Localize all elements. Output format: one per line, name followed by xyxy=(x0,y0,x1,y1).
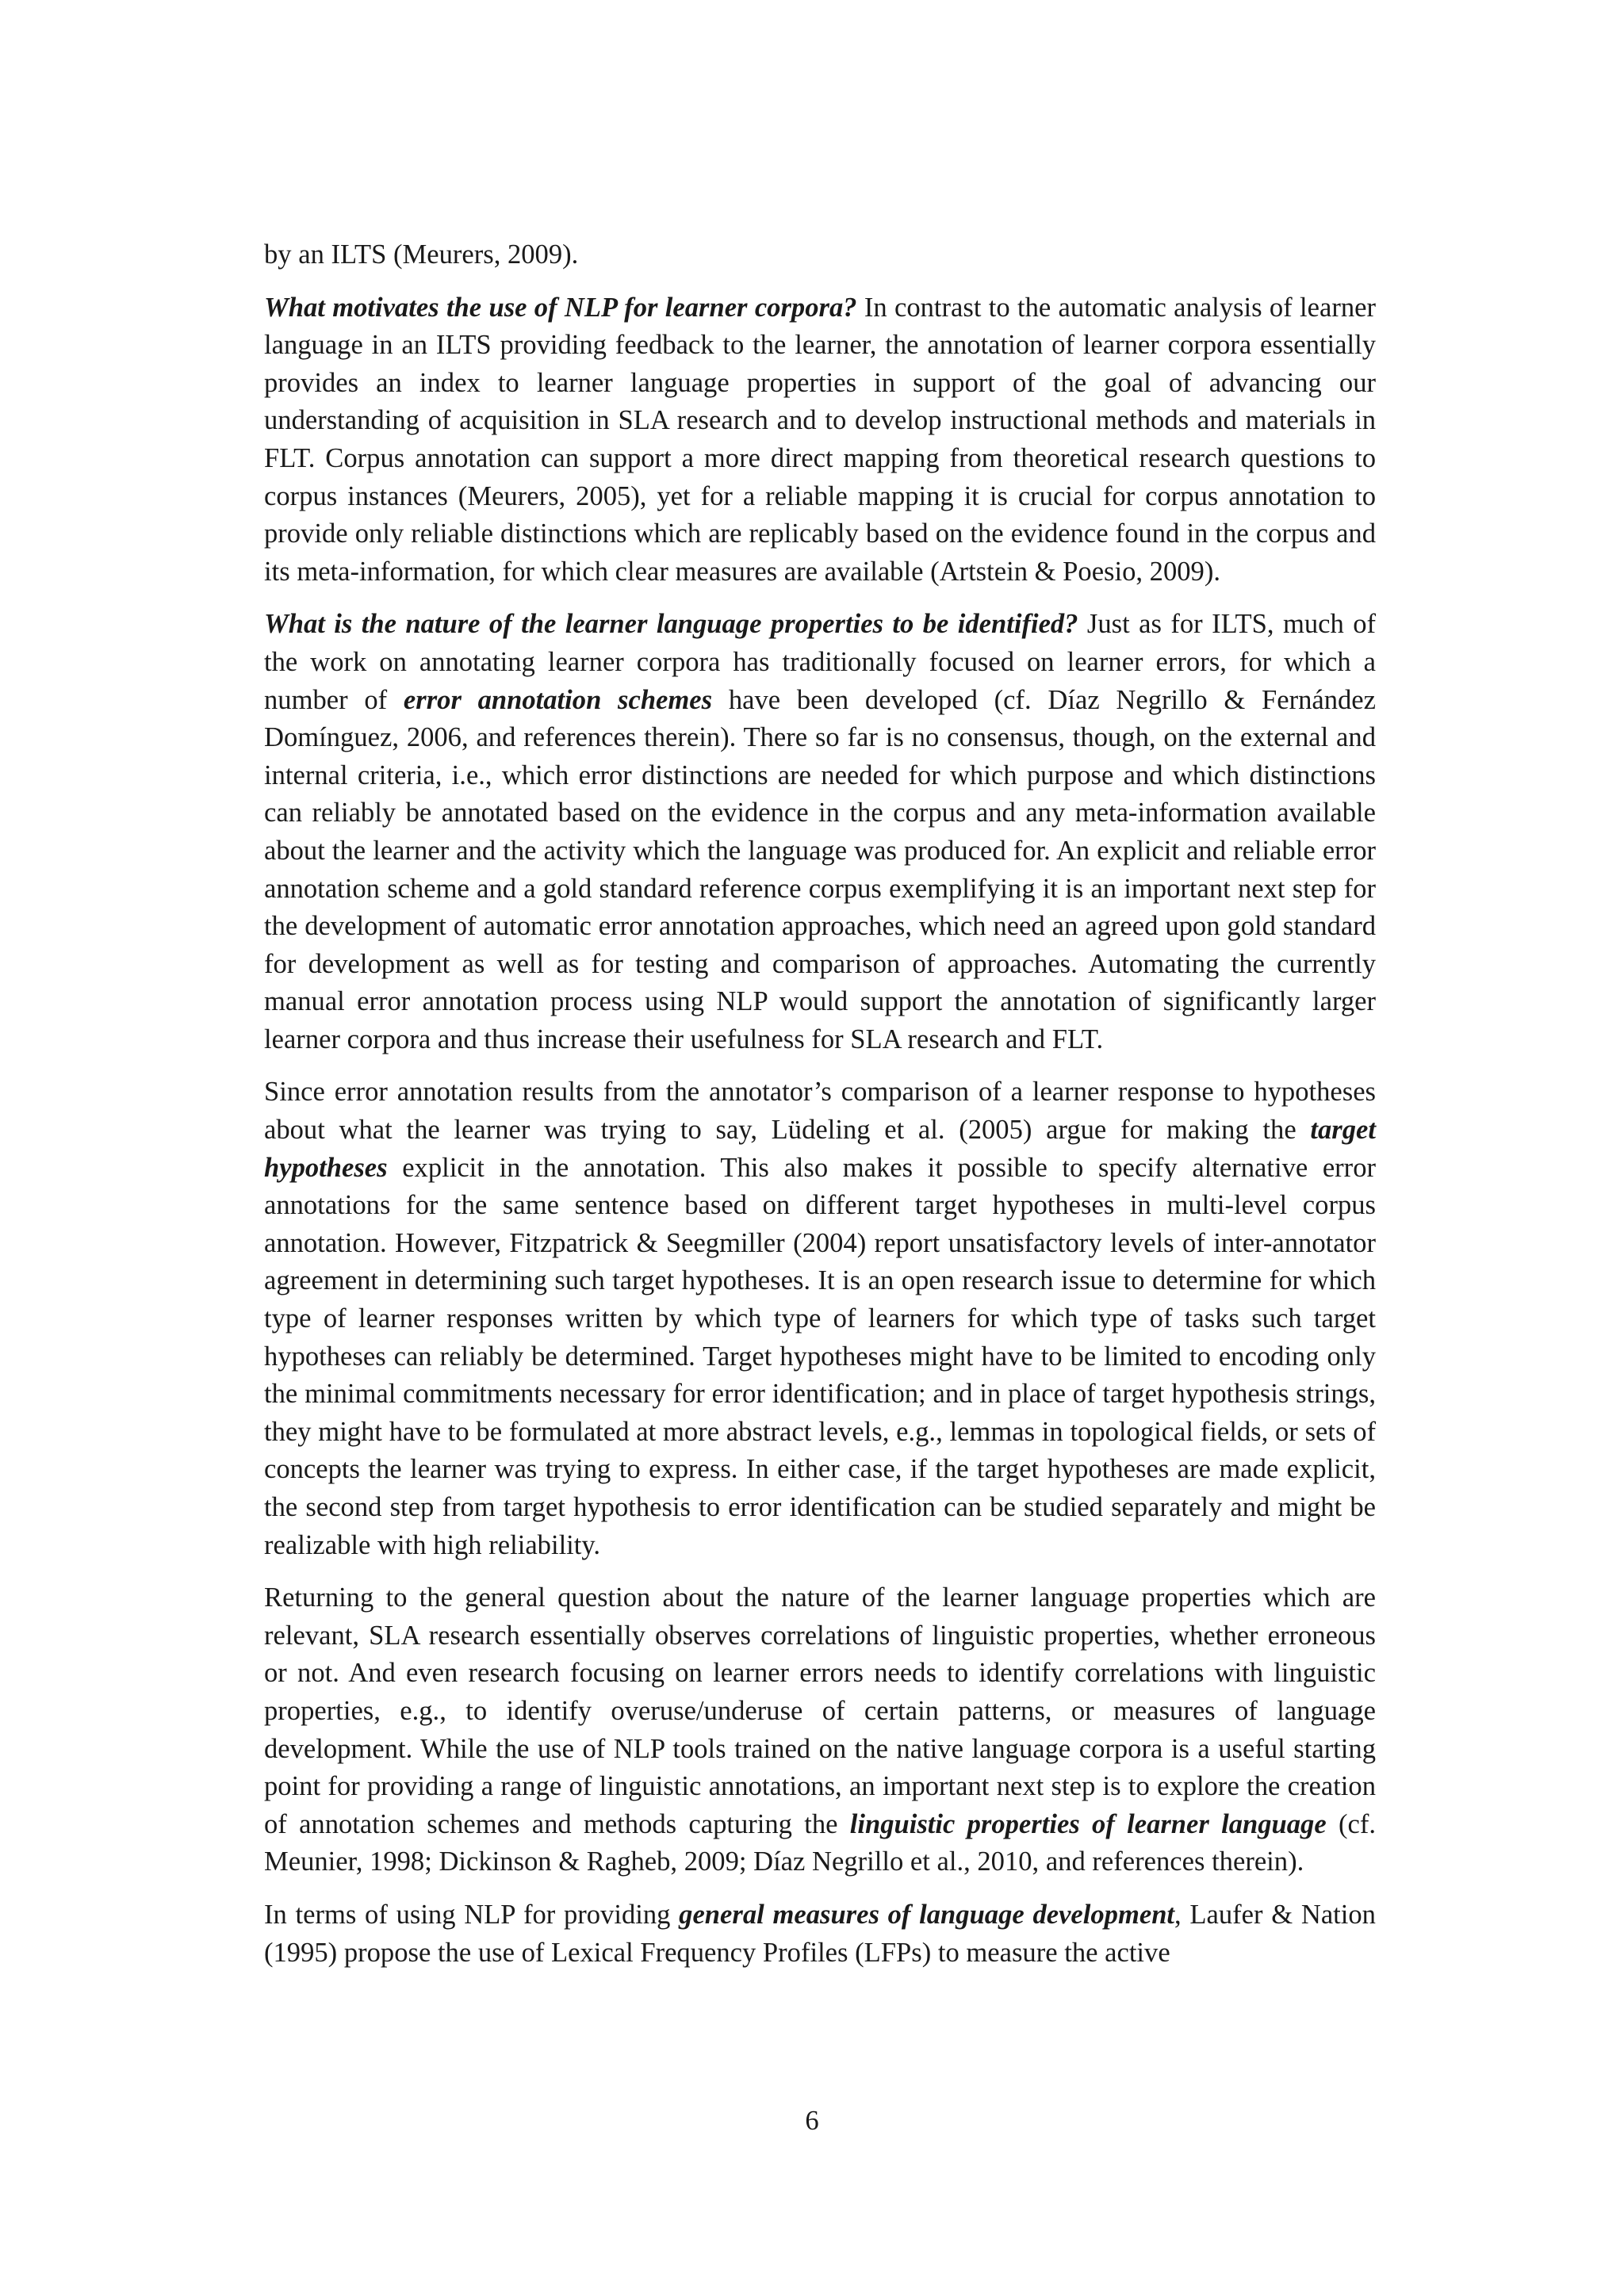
emphasis-term: error annotation schemes xyxy=(403,684,713,715)
paragraph-heading: What is the nature of the learner language properties to be identified? xyxy=(264,609,1078,640)
paragraph-nlp-motivation xyxy=(264,289,1376,591)
paragraph-text: , Laufer & Nation (1995) propose the use of Lexical Frequency Profiles (LFPs) to measure the active xyxy=(264,1899,1376,1968)
page-body xyxy=(264,236,1376,1972)
paragraph-text: In contrast to the automatic analysis of learner language in an ILTS providing feedback to the learner, the annotation of learner corpora essentially provides an index to learner language properties in support of the goal of advancing our understanding of acquisition in SLA research and to develop instructional methods and materials in FLT. Corpus annotation can support a more direct mapping from theoretical research questions to corpus instances (Meurers, 2005), yet for a reliable mapping it is crucial for corpus annotation to provide only reliable distinctions which are replicably based on the evidence found in the corpus and its meta-information, for which clear measures are available (Artstein & Poesio, 2009). xyxy=(264,292,1376,587)
paragraph-text: have been developed (cf. Díaz Negrillo & Fernández Domínguez, 2006, and references therein). There so far is no consensus, though, on the external and internal criteria, i.e., which error distinctions are needed for which purpose and which distinctions can reliably be annotated based on the evidence in the corpus and any meta-information available about the learner and the activity which the language was produced for. An explicit and reliable error annotation scheme and a gold standard reference corpus exemplifying it is an important next step for the development of automatic error annotation approaches, which need an agreed upon gold standard for development as well as for testing and comparison of approaches. Automating the currently manual error annotation process using NLP would support the annotation of significantly larger learner corpora and thus increase their usefulness for SLA research and FLT. xyxy=(264,684,1376,1054)
paragraph-learner-language-properties xyxy=(264,606,1376,1058)
paragraph-text: (cf. Meunier, 1998; Dickinson & Ragheb, 2009; Díaz Negrillo et al., 2010, and references therein). xyxy=(264,1808,1376,1877)
paragraph-text: Returning to the general question about the nature of the learner language properties which are relevant, SLA research essentially observes correlations of linguistic properties, whether erroneous or not. And even research focusing on learner errors needs to identify correlations with linguistic properties, e.g., to identify overuse/underuse of certain patterns, or measures of language development. While the use of NLP tools trained on the native language corpora is a useful starting point for providing a range of linguistic annotations, an important next step is to explore the creation of annotation schemes and methods capturing the xyxy=(264,1582,1376,1839)
paragraph-text: Just as for ILTS, much of the work on annotating learner corpora has traditionally focused on learner errors, for which a number of xyxy=(264,609,1376,715)
paragraph-text: Since error annotation results from the annotator’s comparison of a learner response to hypotheses about what the learner was trying to say, Lüdeling et al. (2005) argue for making the xyxy=(264,1077,1376,1146)
page-number: 6 xyxy=(805,2106,819,2136)
paragraph-text: In terms of using NLP for providing xyxy=(264,1899,680,1930)
emphasis-term: linguistic properties of learner language xyxy=(849,1808,1327,1839)
paragraph-language-development xyxy=(264,1896,1376,1972)
emphasis-term: target hypotheses xyxy=(264,1115,1376,1183)
paragraph-text: by an ILTS (Meurers, 2009). xyxy=(264,239,579,270)
paragraph-text: explicit in the annotation. This also makes it possible to specify alternative error annotations for the same sentence based on different target hypotheses in multi-level corpus annotation. However, Fitzpatrick & Seegmiller (2004) report unsatisfactory levels of inter-annotator agreement in determining such target hypotheses. It is an open research issue to determine for which type of learner responses written by which type of learners for which type of tasks such target hypotheses can reliably be determined. Target hypotheses might have to be limited to encoding only the minimal commitments necessary for error identification; and in place of target hypothesis strings, they might have to be formulated at more abstract levels, e.g., lemmas in topological fields, or sets of concepts the learner was trying to express. In either case, if the target hypotheses are made explicit, the second step from target hypothesis to error identification can be studied separately and might be realizable with high reliability. xyxy=(264,1152,1376,1560)
paragraph-continuation xyxy=(264,236,1376,274)
emphasis-term: general measures of language development xyxy=(679,1899,1175,1930)
paragraph-general-question xyxy=(264,1579,1376,1881)
paragraph-target-hypotheses xyxy=(264,1073,1376,1564)
paragraph-heading: What motivates the use of NLP for learner corpora? xyxy=(264,292,857,323)
